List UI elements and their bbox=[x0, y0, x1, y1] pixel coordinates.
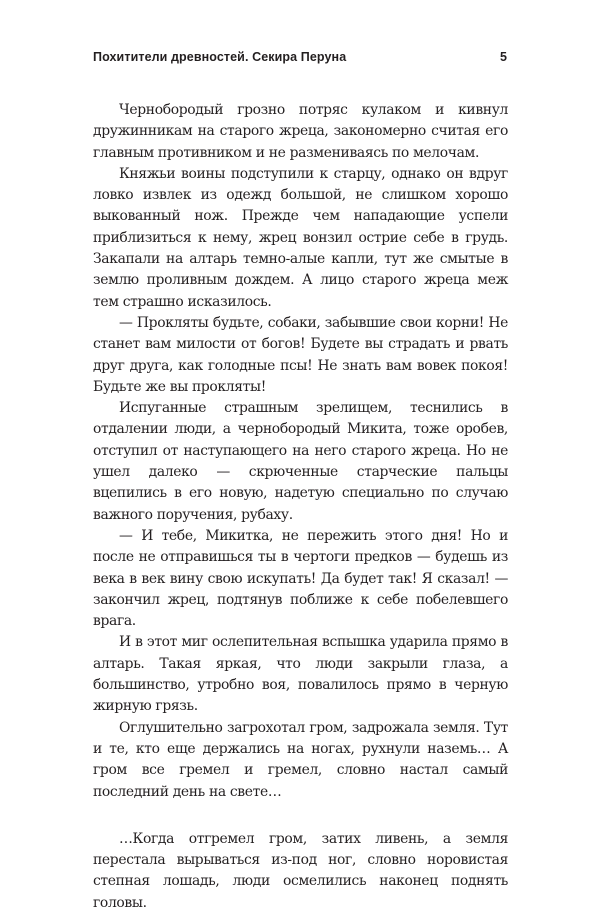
paragraph: Чернобородый грозно потряс кулаком и кивнул дружинникам на старого жреца, закономерно считая его главным противником и не размениваясь по мелочам. bbox=[93, 102, 508, 161]
page-number: 5 bbox=[499, 50, 507, 64]
paragraph: …Когда отгремел гром, затих ливень, а земля перестала вырываться из-под ног, словно норовистая степная лошадь, люди осмелились наконец поднять головы. bbox=[93, 830, 508, 911]
body-text bbox=[93, 100, 508, 914]
paragraph: Оглушительно загрохотал гром, задрожала земля. Тут и те, кто еще держались на ногах, рухнули наземь… А гром все гремел и гремел, словно настал самый последний день на свете… bbox=[93, 719, 508, 800]
paragraph: — И тебе, Микитка, не пережить этого дня! Но и после не отправишься ты в чертоги предков — будешь из века в век вину свою искупать! Да будет так! Я сказал! — закончил жрец, подтянув поближе к себе побелевшего врага. bbox=[93, 527, 508, 630]
paragraph: Испуганные страшным зрелищем, теснились в отдалении люди, а чернобородый Микита, тоже оробев, отступил от наступающего на него старого жреца. Но не ушел далеко — скрюченные старческие пальцы вцепились в его новую, надетую специально по случаю важного поручения, рубаху. bbox=[93, 400, 508, 523]
paragraph: — Прокляты будьте, собаки, забывшие свои корни! Не станет вам милости от богов! Будете вы страдать и рвать друг друга, как голодные псы! Не знать вам вовек покоя! Будьте же вы прокляты! bbox=[93, 314, 508, 395]
paragraph: Княжьи воины подступили к старцу, однако он вдруг ловко извлек из одежд большой, не слишком хорошо выкованный нож. Прежде чем нападающие успели приблизиться к нему, жрец вонзил острие себе в грудь. Закапали на алтарь темно-алые капли, тут же смытые в землю проливным дождем. А лицо старого жреца меж тем страшно исказилось. bbox=[93, 165, 508, 310]
paragraph: И в этот миг ослепительная вспышка ударила прямо в алтарь. Такая яркая, что люди закрыли глаза, а большинство, утробно воя, повалилось прямо в черную жирную грязь. bbox=[93, 634, 508, 715]
running-title: Похитители древностей. Секира Перуна bbox=[93, 50, 347, 64]
running-header bbox=[93, 50, 507, 70]
